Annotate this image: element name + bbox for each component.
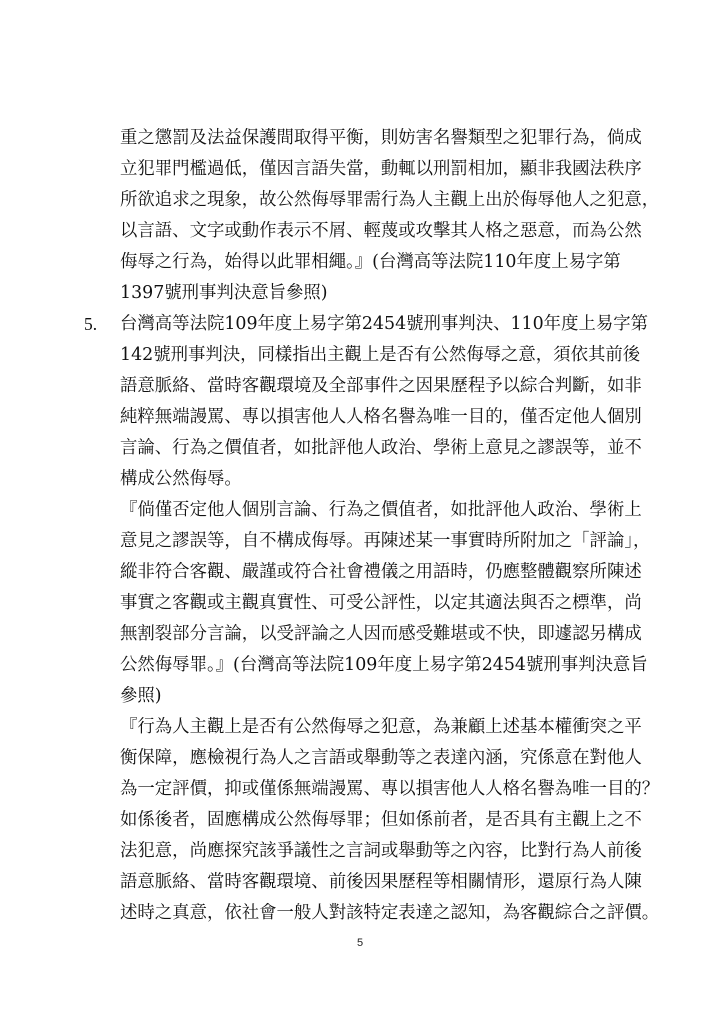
text-line: 以言語、文字或動作表示不屑、輕蔑或攻擊其人格之惡意，而為公然 <box>120 221 642 241</box>
text-line: 如係後者，固應構成公然侮辱罪；但如係前者，是否具有主觀上之不 <box>120 810 642 830</box>
text-line: 衡保障，應檢視行為人之言語或舉動等之表達內涵，究係意在對他人 <box>120 748 642 768</box>
text-line: 『倘僅否定他人個別言論、行為之價值者，如批評他人政治、學術上 <box>120 500 642 520</box>
text-line: 述時之真意，依社會一般人對該特定表達之認知，為客觀綜合之評價。 <box>120 903 660 923</box>
text-line: 142號刑事判決，同樣指出主觀上是否有公然侮辱之意，須依其前後 <box>120 345 641 365</box>
text-line: 台灣高等法院109年度上易字第2454號刑事判決、110年度上易字第 <box>120 314 649 334</box>
text-line: 語意脈絡、當時客觀環境、前後因果歷程等相關情形，還原行為人陳 <box>120 872 642 892</box>
text-line: 純粹無端謾罵、專以損害他人人格名譽為唯一目的，僅否定他人個別 <box>120 407 642 427</box>
text-line: 『行為人主觀上是否有公然侮辱之犯意，為兼顧上述基本權衝突之平 <box>120 717 642 737</box>
text-line: 構成公然侮辱。 <box>120 469 242 489</box>
text-line: 法犯意，尚應探究該爭議性之言詞或舉動等之內容，比對行為人前後 <box>120 841 642 861</box>
text-line: 所欲追求之現象，故公然侮辱罪需行為人主觀上出於侮辱他人之犯意， <box>120 190 660 210</box>
text-line: 事實之客觀或主觀真實性、可受公評性，以定其適法與否之標準，尚 <box>120 593 642 613</box>
text-line: 1397號刑事判決意旨參照) <box>120 283 328 303</box>
list-item-number: 5. <box>84 314 98 334</box>
text-line: 言論、行為之價值者，如批評他人政治、學術上意見之謬誤等，並不 <box>120 438 642 458</box>
page-number: 5 <box>356 937 364 949</box>
text-line: 重之懲罰及法益保護間取得平衡，則妨害名譽類型之犯罪行為，倘成 <box>120 128 642 148</box>
text-line: 為一定評價，抑或僅係無端謾罵、專以損害他人人格名譽為唯一目的？ <box>120 779 660 799</box>
text-line: 語意脈絡、當時客觀環境及全部事件之因果歷程予以綜合判斷，如非 <box>120 376 642 396</box>
text-line: 意見之謬誤等，自不構成侮辱。再陳述某一事實時所附加之「評論」， <box>120 531 651 551</box>
text-line: 立犯罪門檻過低，僅因言語失當，動輒以刑罰相加，顯非我國法秩序 <box>120 159 642 179</box>
text-line: 公然侮辱罪。』(台灣高等法院109年度上易字第2454號刑事判決意旨 <box>120 655 648 675</box>
text-line: 縱非符合客觀、嚴謹或符合社會禮儀之用語時，仍應整體觀察所陳述 <box>120 562 642 582</box>
text-line: 侮辱之行為，始得以此罪相繩。』(台灣高等法院110年度上易字第 <box>120 252 621 272</box>
text-line: 無割裂部分言論，以受評論之人因而感受難堪或不快，即遽認另構成 <box>120 624 642 644</box>
text-line: 參照) <box>120 686 162 706</box>
